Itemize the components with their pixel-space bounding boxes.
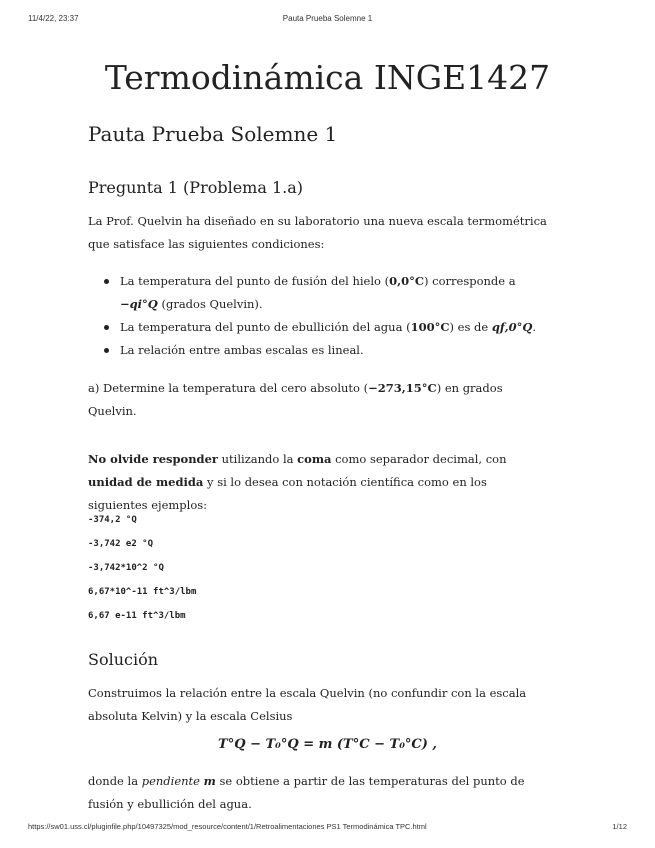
solution-heading: Solución [88,650,159,669]
math-value: m [203,774,216,788]
note-strong: unidad de medida [88,475,204,489]
bullet-text: La relación entre ambas escalas es lineal. [120,343,364,357]
bullet-text: ) corresponde a [424,274,516,288]
math-value: 0,0°C [389,274,425,288]
question-text: ) en grados Quelvin. [88,381,503,418]
bullet-text: (grados Quelvin). [157,297,263,311]
linear-relation-equation: T°Q − T₀°Q = m (T°C − T₀°C) , [218,737,437,752]
answer-examples [88,508,196,628]
question-a [88,377,548,423]
note-text: y si lo desea con notación científica como en los siguientes ejemplos: [88,475,487,512]
explanation-emphasis: pendiente [141,774,200,788]
bullet-text: . [532,320,536,334]
list-item [104,270,548,316]
note-text: utilizando la [217,452,298,466]
bullet-text: La temperatura del punto de fusión del hielo ( [120,274,390,288]
conditions-list [104,270,548,362]
bullet-icon [104,279,109,284]
question-intro: La Prof. Quelvin ha diseñado en su laboratorio una nueva escala termométrica que satisface las siguientes condiciones: [88,214,547,251]
bullet-icon [104,325,109,330]
example-item: -3,742 e2 °Q [88,539,154,549]
print-datetime: 11/4/22, 23:37 [28,14,79,23]
bullet-text: ) es de [449,320,492,334]
math-value: qf,0°Q [491,320,533,334]
note-strong: coma [297,452,332,466]
bullet-text: La temperatura del punto de ebullición del agua ( [120,320,411,334]
solution-intro: Construimos la relación entre la escala Quelvin (no confundir con la escala absoluta Kelvin) y la escala Celsius [88,686,527,723]
explanation-text: donde la [88,774,142,788]
print-page-title: Pauta Prueba Solemne 1 [282,14,373,23]
question-text: a) Determine la temperatura del cero absoluto ( [88,381,369,395]
print-page-indicator: 1/12 [612,822,627,831]
answer-format-note [88,448,548,517]
list-item [104,316,548,339]
print-url: https://sw01.uss.cl/pluginfile.php/10497325/mod_resource/content/1/Retroalimentaciones PS1 Termodinámica TPC.html [28,822,427,831]
example-item: 6,67*10^-11 ft^3/lbm [88,587,197,597]
bullet-icon [104,348,109,353]
note-strong: No olvide responder [88,452,218,466]
slope-explanation [88,770,548,816]
list-item [104,339,548,362]
math-value: 100°C [410,320,450,334]
question-heading: Pregunta 1 (Problema 1.a) [88,178,304,197]
example-item: -374,2 °Q [88,515,137,525]
example-item: -3,742*10^2 °Q [88,563,164,573]
explanation-text: se obtiene a partir de las temperaturas del punto de fusión y ebullición del agua. [88,774,525,811]
math-value: −273,15°C [368,381,437,395]
math-value: −qi°Q [120,297,158,311]
example-item: 6,67 e-11 ft^3/lbm [88,611,186,621]
document-title: Termodinámica INGE1427 [104,58,551,97]
document-subtitle: Pauta Prueba Solemne 1 [88,122,338,146]
note-text: como separador decimal, con [331,452,507,466]
